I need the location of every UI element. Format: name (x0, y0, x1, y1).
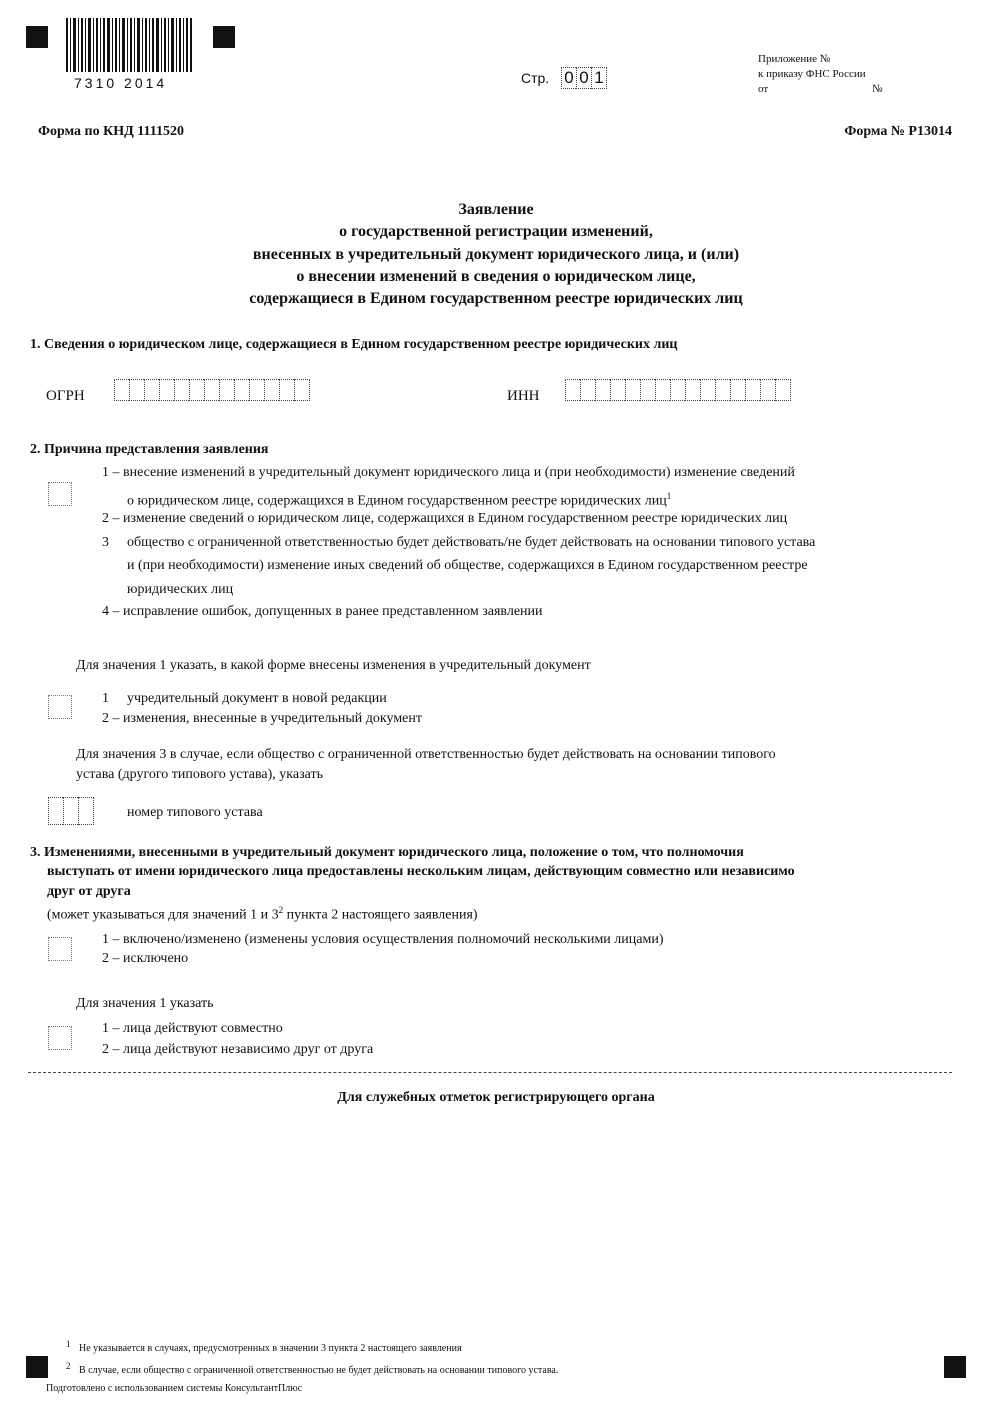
reason-option-2: 2 – изменение сведений о юридическом лице, содержащихся в Едином государственном реестре юридических лиц (102, 511, 788, 526)
page-digit: 1 (591, 67, 607, 89)
reason-checkbox[interactable] (48, 482, 72, 506)
title-line: о государственной регистрации изменений, (339, 223, 653, 240)
section3-note-text: (может указываться для значений 1 и 3 (47, 907, 279, 923)
section3-heading: 3. Изменениями, внесенными в учредительный документ юридического лица, положение о том, что полномочия (30, 845, 744, 860)
reason-option-1-cont (127, 486, 671, 512)
page-label: Стр. (521, 70, 550, 86)
appendix-line2: к приказу ФНС России (758, 68, 866, 80)
page-digit: 0 (576, 67, 591, 89)
reason-option-3-cont: и (при необходимости) изменение иных сведений об обществе, содержащихся в Едином государственном реестре (127, 558, 808, 573)
footnote-2-text: В случае, если общество с ограниченной ответственностью не будет действовать на основании типового устава. (79, 1365, 559, 1377)
joint-option-2: 2 – лица действуют независимо друг от друга (102, 1042, 374, 1057)
joint-action-checkbox[interactable] (48, 1026, 72, 1050)
powers-option-1: 1 – включено/изменено (изменены условия осуществления полномочий несколькими лицами) (102, 932, 664, 947)
typical-note: Для значения 3 в случае, если общество с ограниченной ответственностью будет действовать на основании типового (76, 747, 776, 762)
powers-checkbox[interactable] (48, 937, 72, 961)
office-marks-heading: Для служебных отметок регистрирующего органа (337, 1090, 655, 1105)
inn-label: ИНН (507, 388, 540, 404)
footnote-2 (66, 1360, 558, 1377)
appendix-line1: Приложение № (758, 53, 831, 65)
appendix-from: от (758, 83, 769, 95)
powers-option-2: 2 – исключено (102, 951, 189, 966)
title-line: внесенных в учредительный документ юридического лица, и (или) (252, 246, 740, 263)
form-option-2: 2 – изменения, внесенные в учредительный документ (102, 711, 423, 726)
footnote-1-text: Не указывается в случаях, предусмотренных в значении 3 пункта 2 настоящего заявления (79, 1343, 462, 1355)
typical-charter-field[interactable] (48, 797, 94, 825)
section3-note-text-end: пункта 2 настоящего заявления) (283, 907, 478, 923)
corner-marker-bottom-right (944, 1356, 966, 1378)
form-option-1-num: 1 (102, 691, 109, 706)
form-option-1: учредительный документ в новой редакции (127, 691, 387, 706)
footnote-ref-2: 2 (278, 905, 284, 915)
value1-note: Для значения 1 указать (76, 996, 214, 1011)
corner-marker-bottom-left (26, 1356, 48, 1378)
joint-option-1: 1 – лица действуют совместно (102, 1021, 283, 1036)
inn-field[interactable] (565, 379, 791, 401)
form-note: Для значения 1 указать, в какой форме внесены изменения в учредительный документ (76, 658, 591, 673)
barcode-number: 7310 2014 (74, 75, 168, 91)
title-line: содержащиеся в Едином государственном реестре юридических лиц (249, 290, 743, 307)
form-checkbox[interactable] (48, 695, 72, 719)
page-number-field (561, 67, 607, 89)
appendix-line3 (758, 82, 883, 97)
section3-note (47, 900, 478, 926)
section3-heading-cont: выступать от имени юридического лица предоставлены нескольким лицам, действующим совместно или независимо (47, 864, 795, 879)
reason-option-3-cont2: юридических лиц (127, 582, 234, 597)
reason-option-3: общество с ограниченной ответственностью будет действовать/не будет действовать на основании типового устава (127, 535, 816, 550)
barcode-icon (66, 18, 192, 72)
ogrn-label: ОГРН (46, 388, 85, 404)
page-digit: 0 (561, 67, 576, 89)
reason-option-1: 1 – внесение изменений в учредительный документ юридического лица и (при необходимости) изменение сведений (102, 465, 795, 480)
ogrn-field[interactable] (114, 379, 310, 401)
typical-charter-label: номер типового устава (127, 805, 263, 820)
form-number: Форма № Р13014 (844, 124, 952, 139)
prepared-by: Подготовлено с использованием системы КонсультантПлюс (46, 1383, 303, 1394)
appendix-note (758, 52, 883, 97)
corner-marker-top-right (213, 26, 235, 48)
form-kind: Форма по КНД 1111520 (38, 124, 184, 139)
footnote-ref-1: 1 (666, 491, 672, 501)
corner-marker-top-left (26, 26, 48, 48)
dashed-separator (28, 1072, 952, 1073)
typical-note-cont: устава (другого типового устава), указать (76, 767, 323, 782)
footnote-1 (66, 1338, 462, 1355)
section1-heading: 1. Сведения о юридическом лице, содержащиеся в Едином государственном реестре юридических лиц (30, 337, 678, 352)
title-line: о внесении изменений в сведения о юридическом лице, (296, 268, 696, 285)
title-line: Заявление (458, 201, 534, 218)
appendix-no: № (872, 83, 883, 95)
reason-option-1-text: о юридическом лице, содержащихся в Едином государственном реестре юридических лиц (127, 493, 667, 509)
section2-heading: 2. Причина представления заявления (30, 442, 269, 457)
footnote-2-num: 2 (66, 1361, 71, 1371)
footnote-1-num: 1 (66, 1339, 71, 1349)
reason-option-3-num: 3 (102, 535, 109, 550)
reason-option-4: 4 – исправление ошибок, допущенных в ранее представленном заявлении (102, 604, 543, 619)
section3-heading-cont2: друг от друга (47, 884, 131, 899)
